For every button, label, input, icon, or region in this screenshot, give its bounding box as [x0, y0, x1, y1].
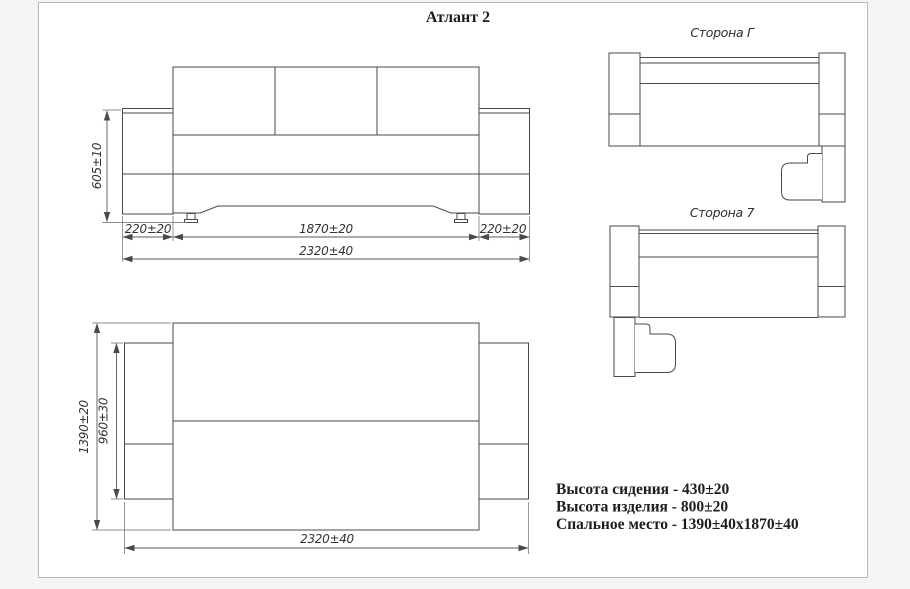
side-g-label: Сторона Г: [690, 25, 754, 40]
sofa-body-outline: [173, 67, 479, 213]
side-g-body-lines: [640, 58, 819, 147]
top-right-armrest: [479, 343, 529, 499]
front-width-dimensions: [123, 216, 530, 262]
front-view: [90, 67, 530, 262]
left-leg: [185, 214, 198, 223]
side-view-g: [609, 25, 845, 202]
right-armrest-cap: [479, 109, 530, 114]
side-g-left-panel: [609, 53, 640, 146]
left-armrest-cap: [123, 109, 174, 114]
side-g-support: [822, 146, 845, 202]
dim-inner-depth-label: 960±30: [96, 397, 111, 445]
side-7-left-panel: [610, 226, 639, 317]
side-7-right-panel: [818, 226, 845, 317]
spec-product-height: Высота изделия - 800±20: [556, 498, 729, 516]
top-view: [77, 323, 529, 554]
side-7-foot-bracket: [635, 324, 676, 373]
backrest-cushion-dividers: [275, 67, 377, 135]
side-g-right-panel: [819, 53, 845, 146]
bed-surface: [173, 323, 479, 530]
side-g-foot-bracket: [782, 154, 823, 201]
dim-total-depth-label: 1390±20: [77, 400, 91, 454]
top-left-armrest: [125, 343, 174, 499]
side-7-label: Сторона 7: [689, 205, 755, 220]
side-view-7: [610, 205, 845, 377]
right-armrest: [479, 113, 530, 214]
dim-height-label: 605±10: [90, 142, 104, 190]
side-7-support: [614, 318, 635, 377]
spec-seat-height: Высота сидения - 430±20: [556, 481, 730, 498]
sofa-bottom-edge: [173, 206, 479, 213]
left-armrest: [123, 113, 174, 214]
spec-sleeping-area: Спальное место - 1390±40x1870±40: [556, 516, 799, 533]
dim-top-total-width-label: 2320±40: [300, 532, 354, 546]
sheet-title: Атлант 2: [425, 9, 491, 26]
dim-total-width-label: 2320±40: [299, 244, 353, 258]
right-leg: [455, 214, 468, 223]
side-7-body-lines: [639, 230, 818, 318]
dim-right-armrest-label: 220±20: [479, 222, 527, 236]
dim-seat-width-label: 1870±20: [299, 222, 353, 236]
spec-block: [556, 481, 799, 533]
dim-left-armrest-label: 220±20: [124, 222, 172, 236]
